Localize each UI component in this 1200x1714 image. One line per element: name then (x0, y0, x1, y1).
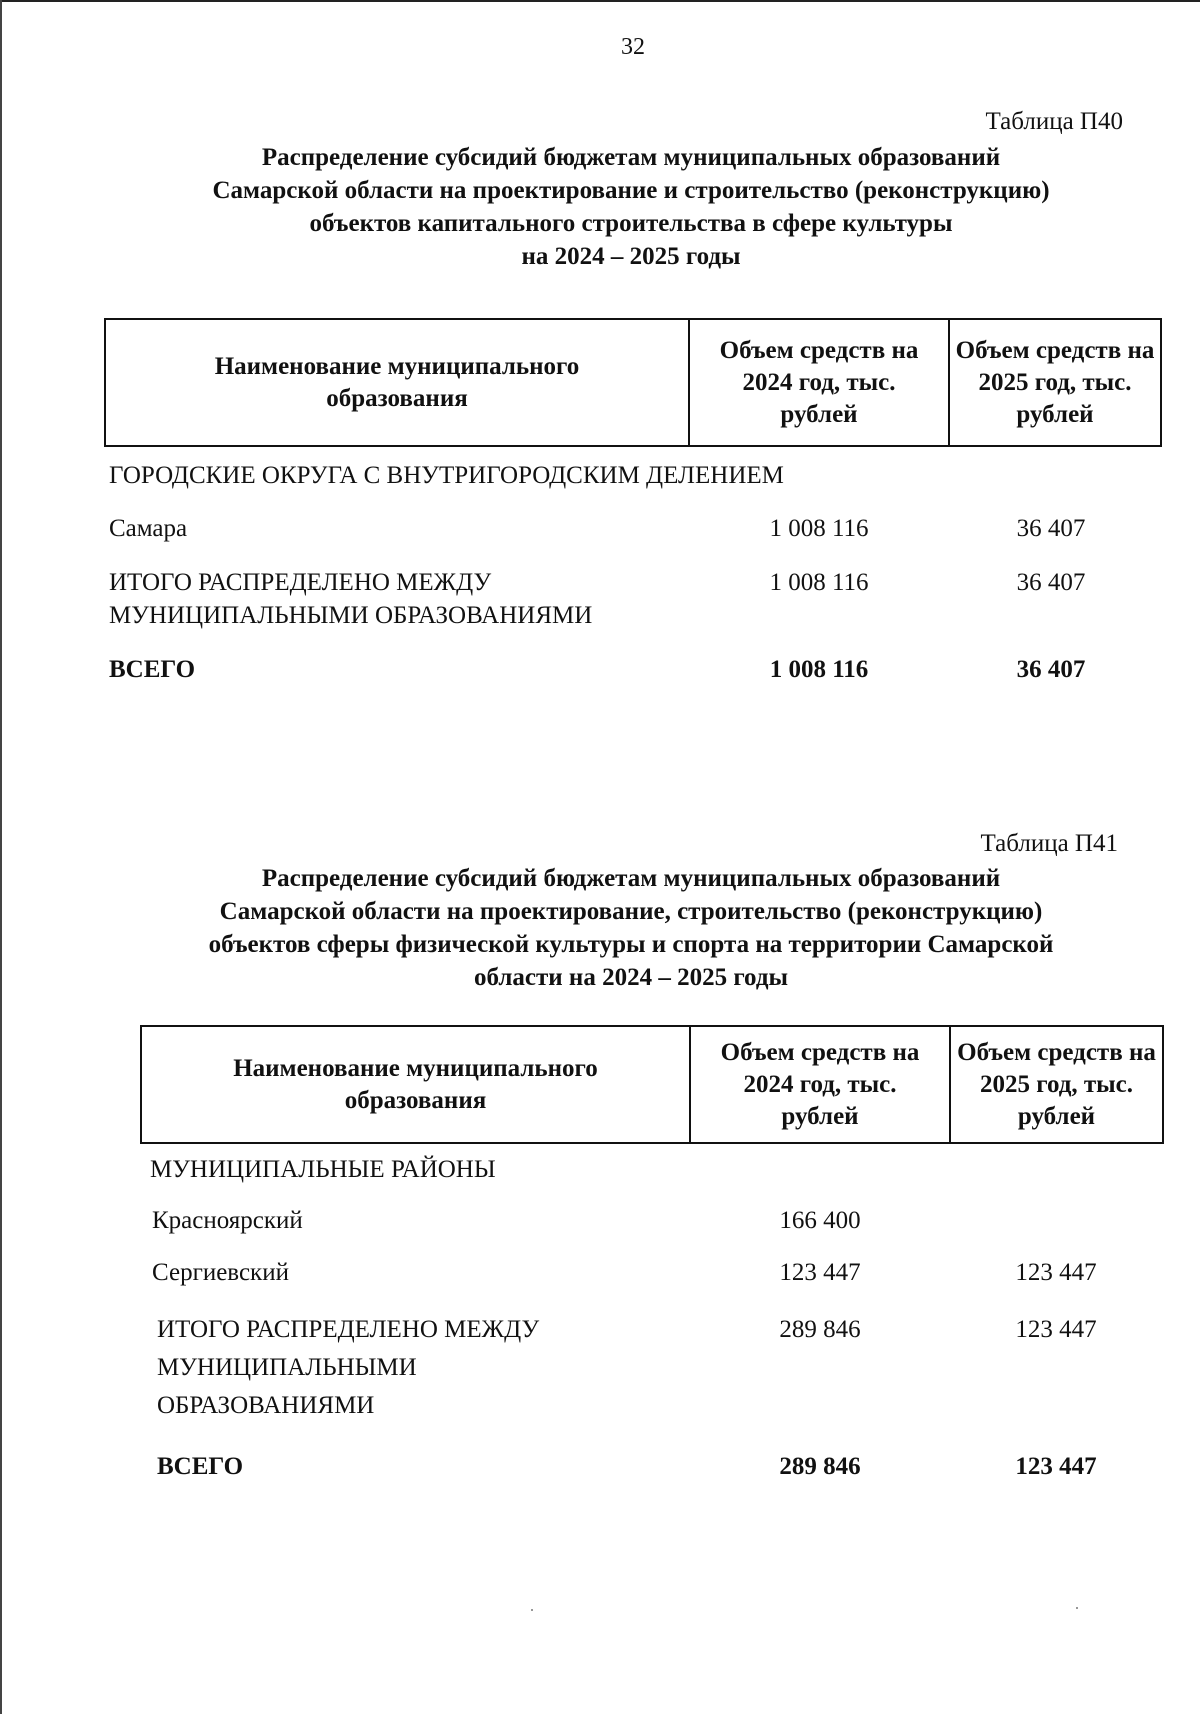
header-2024: Объем средств на 2024 год, тыс. рублей (689, 1027, 949, 1142)
row-name: Самара (109, 515, 188, 542)
total-value-2024: 289 846 (779, 1453, 861, 1480)
subtotal-name: ИТОГО РАСПРЕДЕЛЕНО МЕЖДУ МУНИЦИПАЛЬНЫМИ ОБРАЗОВАНИЯМИ (157, 1316, 540, 1419)
header-2025: Объем средств на 2025 год, тыс. рублей (948, 320, 1160, 445)
subtotal-name: ИТОГО РАСПРЕДЕЛЕНО МЕЖДУ МУНИЦИПАЛЬНЫМИ ОБРАЗОВАНИЯМИ (109, 569, 593, 629)
subtotal-value-2025: 36 407 (1016, 569, 1086, 596)
total-name: ВСЕГО (109, 656, 196, 683)
table-header (104, 318, 1162, 447)
header-2025: Объем средств на 2025 год, тыс. рублей (949, 1027, 1162, 1142)
scan-speck (1076, 1607, 1078, 1609)
page-left-border (0, 0, 2, 1714)
table-title (96, 141, 1166, 273)
subtotal-value-2024: 1 008 116 (769, 569, 869, 596)
table-title-line: области на 2024 – 2025 годы (473, 964, 788, 991)
row-name: Красноярский (152, 1207, 303, 1234)
subtotal-value-2025: 123 447 (1015, 1316, 1097, 1343)
table-title-line: Распределение субсидий бюджетам муниципальных образований (261, 144, 1001, 171)
subtotal-value-2024: 289 846 (779, 1316, 861, 1343)
total-value-2024: 1 008 116 (769, 656, 869, 683)
scan-speck (531, 1609, 533, 1611)
table-label: Таблица П40 (985, 108, 1123, 135)
total-value-2025: 123 447 (1015, 1453, 1097, 1480)
row-value-2025: 36 407 (1016, 515, 1086, 542)
table-title-line: на 2024 – 2025 годы (521, 243, 741, 270)
header-municipality: Наименование муниципального образования (214, 352, 580, 412)
header-2024: Объем средств на 2024 год, тыс. рублей (688, 320, 948, 445)
table-title-line: объектов сферы физической культуры и спорта на территории Самарской (208, 931, 1054, 958)
row-value-2024: 1 008 116 (769, 515, 869, 542)
header-municipality: Наименование муниципального образования (233, 1054, 598, 1114)
row-name: Сергиевский (152, 1259, 289, 1286)
row-value-2024: 166 400 (779, 1207, 861, 1234)
total-value-2025: 36 407 (1016, 656, 1086, 683)
table-title-line: объектов капитального строительства в сфере культуры (309, 210, 953, 237)
page-number: 32 (621, 34, 645, 60)
table-title (96, 862, 1166, 994)
table-title-line: Самарской области на проектирование и строительство (реконструкцию) (212, 177, 1050, 204)
page-top-border (0, 0, 1200, 2)
table-title-line: Распределение субсидий бюджетам муниципальных образований (261, 865, 1001, 892)
table-label: Таблица П41 (980, 830, 1118, 857)
table-title-line: Самарской области на проектирование, строительство (реконструкцию) (219, 898, 1043, 925)
total-name: ВСЕГО (157, 1453, 244, 1480)
table-header (140, 1025, 1164, 1144)
row-value-2025: 123 447 (1015, 1259, 1097, 1286)
row-value-2024: 123 447 (779, 1259, 861, 1286)
